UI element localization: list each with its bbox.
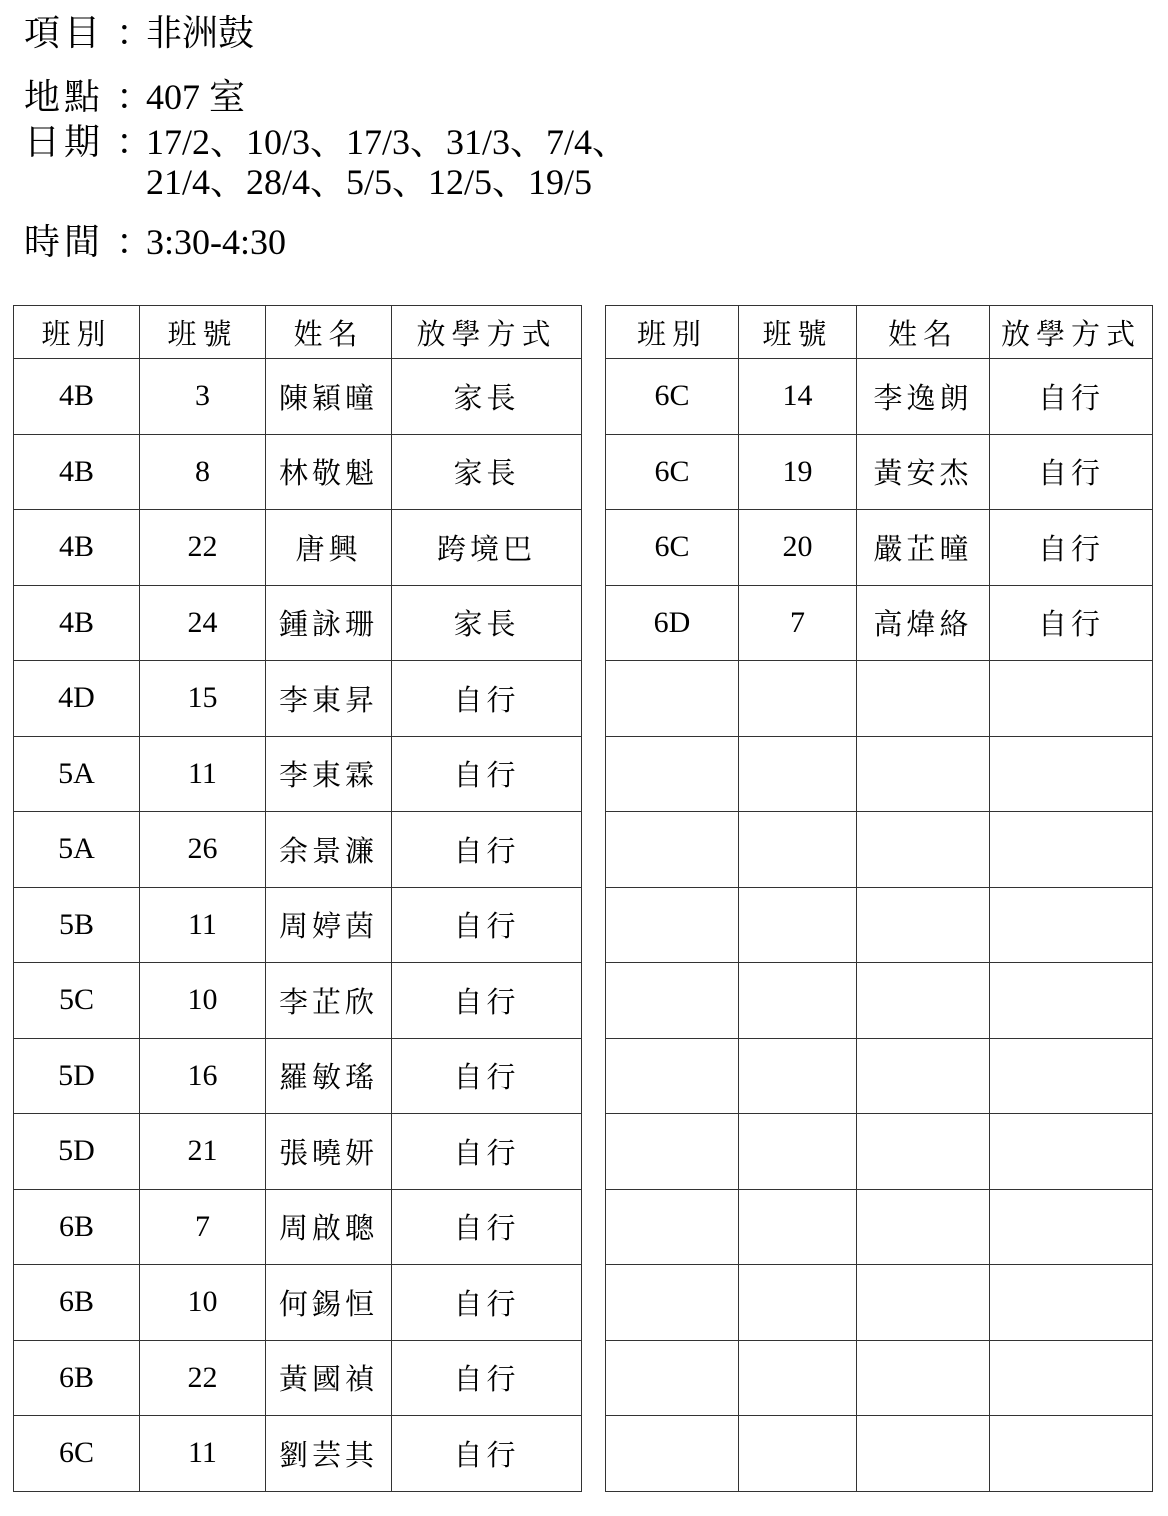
- cell-name: 林敬魁: [266, 434, 392, 510]
- cell-class: 4B: [14, 434, 140, 510]
- table-row: [14, 1189, 582, 1265]
- cell-class-number: 14: [739, 359, 857, 435]
- table-row: [606, 359, 1153, 435]
- cell-class: [606, 963, 739, 1039]
- dates-label: 日期: [24, 122, 105, 163]
- cell-dismissal: 自行: [392, 887, 582, 963]
- header-class-number: 班號: [739, 306, 857, 359]
- cell-name: 周婷茵: [266, 887, 392, 963]
- table-row: [14, 434, 582, 510]
- cell-dismissal: [990, 812, 1153, 888]
- time-label: 時間: [24, 222, 105, 263]
- location-value: 407 室: [146, 77, 246, 117]
- cell-class: 6D: [606, 585, 739, 661]
- cell-name: 李東霖: [266, 736, 392, 812]
- cell-class: [606, 736, 739, 812]
- table-row: [606, 1038, 1153, 1114]
- cell-name: 何錫恒: [266, 1265, 392, 1341]
- dates-line-2: 21/4、28/4、5/5、12/5、19/5: [146, 162, 593, 202]
- table-row: [14, 887, 582, 963]
- cell-dismissal: [990, 1114, 1153, 1190]
- cell-class: [606, 1416, 739, 1492]
- table-row: [14, 1038, 582, 1114]
- dates-line-1: 17/2、10/3、17/3、31/3、7/4、: [146, 122, 629, 162]
- table-row: [606, 887, 1153, 963]
- cell-class-number: [739, 736, 857, 812]
- cell-dismissal: 自行: [392, 963, 582, 1039]
- cell-name: 嚴芷曈: [857, 510, 990, 586]
- cell-name: [857, 1265, 990, 1341]
- cell-class: 6C: [606, 434, 739, 510]
- cell-class: 5C: [14, 963, 140, 1039]
- header-row: [14, 306, 582, 359]
- cell-dismissal: 自行: [392, 661, 582, 737]
- header-row: [606, 306, 1153, 359]
- cell-name: [857, 963, 990, 1039]
- cell-name: 鍾詠珊: [266, 585, 392, 661]
- cell-dismissal: [990, 1416, 1153, 1492]
- cell-class-number: [739, 812, 857, 888]
- cell-name: 張曉妍: [266, 1114, 392, 1190]
- project-value: 非洲鼓: [146, 13, 255, 54]
- cell-class-number: 26: [140, 812, 266, 888]
- cell-class-number: 7: [739, 585, 857, 661]
- cell-class-number: 11: [140, 736, 266, 812]
- cell-dismissal: 自行: [392, 1114, 582, 1190]
- table-row: [606, 1265, 1153, 1341]
- cell-dismissal: 自行: [392, 1416, 582, 1492]
- time-value: 3:30-4:30: [146, 222, 286, 262]
- roster-table-right: [605, 305, 1153, 1492]
- cell-dismissal: [990, 887, 1153, 963]
- cell-class-number: 22: [140, 1340, 266, 1416]
- cell-class: [606, 812, 739, 888]
- table-row: [14, 963, 582, 1039]
- cell-class: [606, 1265, 739, 1341]
- cell-class-number: [739, 1265, 857, 1341]
- cell-class: 4B: [14, 585, 140, 661]
- cell-class-number: 15: [140, 661, 266, 737]
- cell-class-number: [739, 963, 857, 1039]
- location-colon: ：: [116, 77, 153, 118]
- cell-dismissal: 自行: [392, 736, 582, 812]
- cell-class: 6B: [14, 1189, 140, 1265]
- info-time: [24, 222, 286, 263]
- cell-dismissal: [990, 661, 1153, 737]
- table-row: [14, 359, 582, 435]
- table-row: [606, 1114, 1153, 1190]
- cell-dismissal: 自行: [392, 812, 582, 888]
- info-location: [24, 77, 245, 118]
- cell-dismissal: [990, 963, 1153, 1039]
- cell-name: 李逸朗: [857, 359, 990, 435]
- cell-dismissal: 自行: [990, 585, 1153, 661]
- cell-class-number: 22: [140, 510, 266, 586]
- cell-class-number: 21: [140, 1114, 266, 1190]
- cell-class: 5B: [14, 887, 140, 963]
- table-row: [606, 585, 1153, 661]
- cell-name: 陳穎曈: [266, 359, 392, 435]
- cell-class: [606, 1189, 739, 1265]
- cell-dismissal: 自行: [392, 1340, 582, 1416]
- cell-class: 5D: [14, 1038, 140, 1114]
- cell-class-number: [739, 1340, 857, 1416]
- cell-dismissal: 跨境巴: [392, 510, 582, 586]
- table-row: [606, 963, 1153, 1039]
- cell-class-number: 3: [140, 359, 266, 435]
- header-name: 姓名: [857, 306, 990, 359]
- cell-dismissal: 自行: [392, 1265, 582, 1341]
- cell-name: 余景濂: [266, 812, 392, 888]
- cell-class-number: [739, 661, 857, 737]
- table-row: [14, 1340, 582, 1416]
- cell-class-number: 20: [739, 510, 857, 586]
- cell-dismissal: 自行: [392, 1189, 582, 1265]
- cell-name: [857, 736, 990, 812]
- cell-class: 6C: [606, 510, 739, 586]
- cell-class-number: [739, 1114, 857, 1190]
- location-label: 地點: [24, 77, 105, 118]
- cell-class-number: 8: [140, 434, 266, 510]
- table-row: [606, 812, 1153, 888]
- table-row: [606, 1340, 1153, 1416]
- cell-name: [857, 1038, 990, 1114]
- cell-name: 李東昇: [266, 661, 392, 737]
- cell-class: [606, 1340, 739, 1416]
- cell-class: 6C: [606, 359, 739, 435]
- cell-class-number: [739, 1189, 857, 1265]
- cell-class-number: 10: [140, 963, 266, 1039]
- header-name: 姓名: [266, 306, 392, 359]
- roster-table-left: [13, 305, 582, 1492]
- project-colon: ：: [116, 13, 153, 54]
- table-row: [14, 510, 582, 586]
- cell-class-number: 7: [140, 1189, 266, 1265]
- table-row: [606, 661, 1153, 737]
- cell-name: 劉芸其: [266, 1416, 392, 1492]
- cell-class: 5D: [14, 1114, 140, 1190]
- cell-class: 4B: [14, 359, 140, 435]
- cell-dismissal: 自行: [990, 434, 1153, 510]
- cell-dismissal: [990, 1038, 1153, 1114]
- table-row: [14, 1265, 582, 1341]
- table-row: [606, 1189, 1153, 1265]
- cell-name: 黃安杰: [857, 434, 990, 510]
- cell-name: 周啟聰: [266, 1189, 392, 1265]
- cell-class: 4B: [14, 510, 140, 586]
- cell-dismissal: [990, 1189, 1153, 1265]
- table-row: [14, 1114, 582, 1190]
- cell-dismissal: 自行: [990, 359, 1153, 435]
- table-row: [14, 585, 582, 661]
- cell-name: 李芷欣: [266, 963, 392, 1039]
- table-row: [14, 812, 582, 888]
- cell-class: [606, 1114, 739, 1190]
- header-class: 班別: [14, 306, 140, 359]
- cell-name: [857, 812, 990, 888]
- cell-class-number: 19: [739, 434, 857, 510]
- cell-dismissal: 家長: [392, 585, 582, 661]
- cell-class-number: 11: [140, 1416, 266, 1492]
- cell-class: [606, 1038, 739, 1114]
- header-dismissal: 放學方式: [392, 306, 582, 359]
- cell-class-number: 24: [140, 585, 266, 661]
- cell-class: 4D: [14, 661, 140, 737]
- cell-name: [857, 1340, 990, 1416]
- cell-class-number: 11: [140, 887, 266, 963]
- table-row: [14, 1416, 582, 1492]
- cell-dismissal: [990, 1340, 1153, 1416]
- cell-name: 黃國禎: [266, 1340, 392, 1416]
- cell-name: 唐興: [266, 510, 392, 586]
- cell-name: [857, 661, 990, 737]
- table-row: [606, 510, 1153, 586]
- cell-class-number: [739, 1038, 857, 1114]
- cell-name: 高煒絡: [857, 585, 990, 661]
- cell-class-number: 10: [140, 1265, 266, 1341]
- time-colon: ：: [116, 222, 153, 263]
- cell-class: 5A: [14, 736, 140, 812]
- cell-dismissal: [990, 1265, 1153, 1341]
- cell-dismissal: 家長: [392, 359, 582, 435]
- cell-name: [857, 1114, 990, 1190]
- header-class-number: 班號: [140, 306, 266, 359]
- cell-class: [606, 661, 739, 737]
- cell-class-number: [739, 887, 857, 963]
- header-class: 班別: [606, 306, 739, 359]
- cell-dismissal: 自行: [392, 1038, 582, 1114]
- cell-name: [857, 887, 990, 963]
- table-row: [606, 1416, 1153, 1492]
- project-label: 項目: [24, 13, 105, 54]
- cell-class: [606, 887, 739, 963]
- table-row: [606, 434, 1153, 510]
- cell-dismissal: 家長: [392, 434, 582, 510]
- cell-class-number: [739, 1416, 857, 1492]
- cell-class: 6B: [14, 1340, 140, 1416]
- cell-name: 羅敏瑤: [266, 1038, 392, 1114]
- header-dismissal: 放學方式: [990, 306, 1153, 359]
- table-row: [606, 736, 1153, 812]
- cell-dismissal: 自行: [990, 510, 1153, 586]
- cell-name: [857, 1416, 990, 1492]
- cell-class: 6C: [14, 1416, 140, 1492]
- cell-class-number: 16: [140, 1038, 266, 1114]
- cell-dismissal: [990, 736, 1153, 812]
- dates-colon: ：: [116, 122, 153, 163]
- cell-class: 5A: [14, 812, 140, 888]
- table-row: [14, 661, 582, 737]
- info-dates: [24, 122, 628, 163]
- cell-class: 6B: [14, 1265, 140, 1341]
- table-row: [14, 736, 582, 812]
- cell-name: [857, 1189, 990, 1265]
- info-project: [24, 14, 254, 54]
